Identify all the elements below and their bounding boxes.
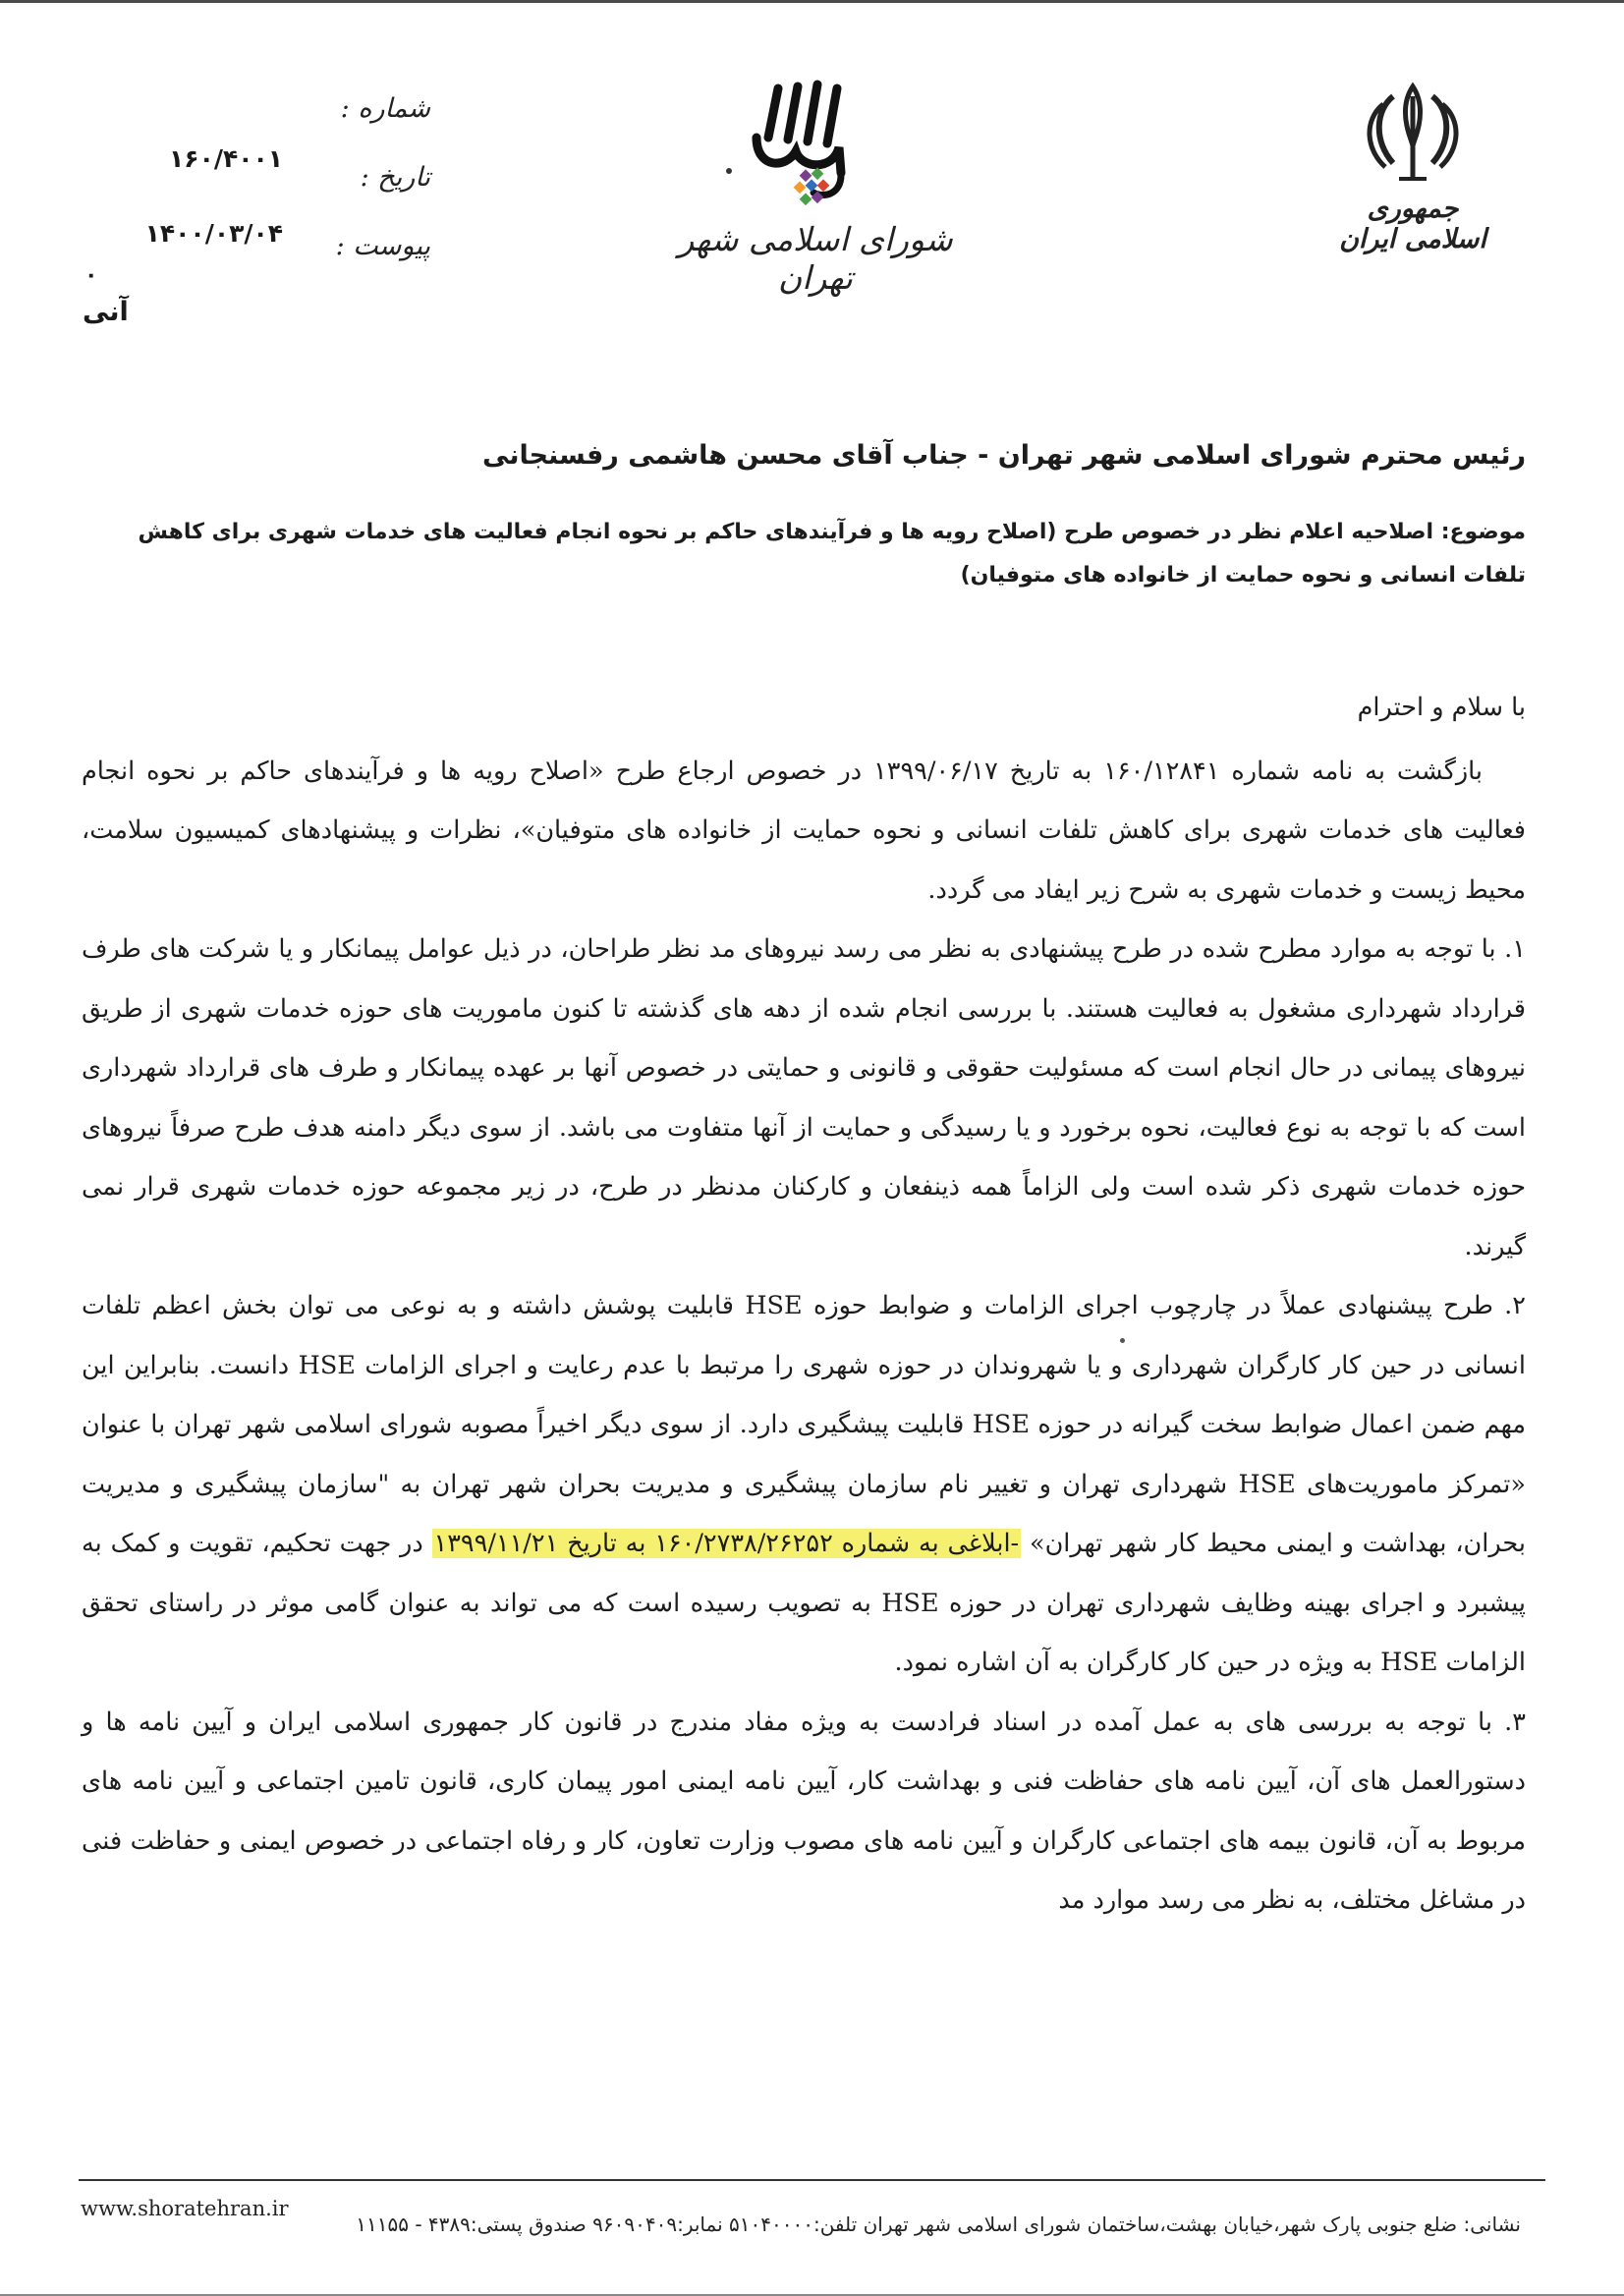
footer-website[interactable]: www.shoratehran.ir (81, 2197, 289, 2220)
highlighted-reference: -ابلاغی به شماره ۱۶۰/۲۷۳۸/۲۶۲۵۲ به تاریخ ۱۳۹۹/۱۱/۲۱ (433, 1529, 1020, 1558)
iran-emblem-icon (1354, 77, 1472, 190)
item-2-text-start: ۲. طرح پیشنهادی عملاً در چارچوب اجرای الزامات و ضوابط حوزه HSE قابلیت پوشش داشته و به نوعی می توان بخش اعظم تلفات انسانی در حین کار کارگران شهرداری و یا شهروندان در حوزه شهری را مرتبط با عدم رعایت و اجرای الزامات HSE دانست. بنابراین این مهم ضمن اعمال ضوابط سخت گیرانه در حوزه HSE قابلیت پیشگیری دارد. از سوی دیگر اخیراً مصوبه شورای اسلامی شهر تهران با عنوان «تمرکز ماموریت‌های HSE شهرداری تهران و تغییر نام سازمان پیشگیری و مدیریت بحران شهر تهران به "سازمان پیشگیری و مدیریت بحران، بهداشت و ایمنی محیط کار شهر تهران» (82, 1291, 1526, 1558)
letter-meta (77, 93, 430, 300)
iran-emblem (1329, 77, 1496, 254)
item-3-paragraph: ۳. با توجه به بررسی های به عمل آمده در اسناد فرادست به ویژه مفاد مندرج در قانون کار جمهوری اسلامی ایران و آیین نامه ها و دستورالعمل های آن، آیین نامه های حفاظت فنی و بهداشت کار، آیین نامه ایمنی امور پیمان کاری، قانون تامین اجتماعی و آیین نامه های مربوط به آن، قانون بیمه های اجتماعی کارگران و آیین نامه های مصوب وزارت تعاون، کار و رفاه اجتماعی در خصوص ایمنی و حفاظت فنی در مشاغل مختلف، به نظر می رسد موارد مد (82, 1707, 1526, 1915)
urgency-label: آنی (83, 297, 129, 327)
subject-line: موضوع: اصلاحیه اعلام نظر در خصوص طرح (اصلاح رویه ها و فرآیندهای حاکم بر نحوه انجام فعالیت های خدمات شهری برای کاهش تلفات انسانی و نحوه حمایت از خانواده های متوفیان) (138, 520, 1526, 588)
attachment-value: ۰ (84, 263, 98, 288)
council-logo-icon (717, 79, 914, 226)
meta-number-row (77, 93, 430, 173)
emblem-caption: جمهوری اسلامی ایران (1339, 194, 1486, 254)
footer-address: نشانی: ضلع جنوبی پارک شهر،خیابان بهشت،ساختمان شورای اسلامی شهر تهران تلفن:۵۱۰۴۰۰۰۰ نمابر:۹۶۰۹۰۴۰۹ صندوق پستی:۴۳۸۹ - ۱۱۱۵۵ (356, 2212, 1521, 2236)
council-logo (668, 79, 963, 297)
number-label: شماره : (340, 93, 430, 124)
intro-paragraph: بازگشت به نامه شماره ۱۶۰/۱۲۸۴۱ به تاریخ ۱۳۹۹/۰۶/۱۷ در خصوص ارجاع طرح «اصلاح رویه ها و فرآیندهای حاکم بر نحوه انجام فعالیت های خدمات شهری برای کاهش تلفات انسانی و نحوه حمایت از خانواده های متوفیان»، نظرات و پیشنهادهای کمیسیون سلامت، محیط زیست و خدمات شهری به شرح زیر ایفاد می گردد. (82, 756, 1526, 905)
item-2-text-end: در جهت تحکیم، تقویت و کمک به پیشبرد و اجرای بهینه وظایف شهرداری تهران در حوزه HSE به تصویب رسیده است که می تواند به عنوان گامی موثر در راستای تحقق الزامات HSE به ویژه در حین کار کارگران به آن اشاره نمود. (82, 1529, 1526, 1677)
number-value: ۱۶۰/۴۰۰۱ (169, 144, 283, 173)
item-1-paragraph: ۱. با توجه به موارد مطرح شده در طرح پیشنهادی به نظر می رسد نیروهای مد نظر طراحان، در ذیل عوامل پیمانکار و یا شرکت های طرف قرارداد شهرداری مشغول به فعالیت هستند. با بررسی انجام شده از دهه های گذشته تا کنون ماموریت های حوزه خدمات شهری از طریق نیروهای پیمانی در حال انجام است که مسئولیت حقوقی و قانونی و حمایتی در خصوص آنها بر عهده پیمانکار و طرف های قرارداد شهرداری است که با توجه به نوع فعالیت، نحوه برخورد و یا رسیدگی و حمایت از آنها متفاوت می باشد. از سوی دیگر دامنه هدف طرح صرفاً نیروهای حوزه خدمات شهری ذکر شده است ولی الزاماً همه ذینفعان و کارکنان مدنظر در طرح، در زیر مجموعه حوزه خدمات شهری قرار نمی گیرند. (82, 934, 1526, 1261)
salutation: با سلام و احترام (1357, 693, 1526, 722)
date-label: تاریخ : (360, 162, 430, 193)
recipient-line: رئیس محترم شورای اسلامی شهر تهران - جناب آقای محسن هاشمی رفسنجانی (482, 440, 1526, 471)
stray-mark (1120, 1338, 1125, 1343)
council-caption: شورای اسلامی شهر تهران (678, 220, 953, 297)
meta-attachment-row (77, 231, 430, 300)
item-2-paragraph (82, 1276, 1526, 1693)
date-value: ۱۴۰۰/۰۳/۰۴ (144, 219, 283, 248)
attachment-label: پیوست : (335, 231, 430, 261)
footer-divider (79, 2179, 1545, 2181)
letter-body (82, 678, 1526, 1931)
scan-edge-top (0, 0, 1624, 3)
